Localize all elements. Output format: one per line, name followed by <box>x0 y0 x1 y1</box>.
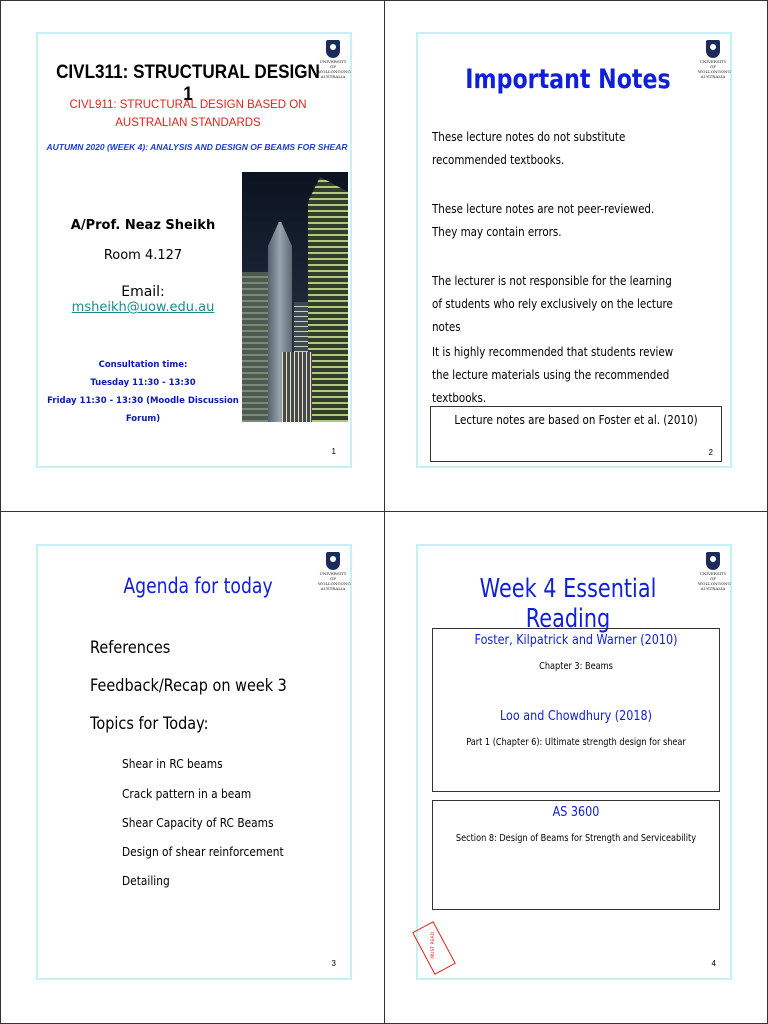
logo-line: OF WOLLONGONG <box>318 64 351 74</box>
reference-detail: Part 1 (Chapter 6): Ultimate strength design for shear <box>466 737 686 748</box>
logo-line: AUSTRALIA <box>700 74 726 79</box>
email-line <box>48 284 238 315</box>
slide-title: Important Notes <box>465 64 671 95</box>
shield-icon <box>706 552 720 570</box>
room-number: Room 4.127 <box>103 248 183 263</box>
note-paragraph: It is highly recommended that students review the lecture materials using the recommended textbooks. <box>432 345 674 405</box>
must-read-stamp <box>412 921 456 975</box>
email-label: Email: <box>121 284 165 300</box>
logo-line: AUSTRALIA <box>320 74 346 79</box>
shield-icon <box>326 552 340 570</box>
reference-box <box>430 406 722 462</box>
city-skyline-image <box>242 172 348 422</box>
lecturer-name: A/Prof. Neaz Sheikh <box>70 218 216 233</box>
reference-detail: Chapter 3: Beams <box>539 661 613 672</box>
logo-line: OF WOLLONGONG <box>698 64 731 74</box>
shield-icon <box>326 40 340 58</box>
consult-line: Tuesday 11:30 - 13:30 <box>90 378 196 388</box>
subtitle-line: CIVL911: STRUCTURAL DESIGN BASED ON <box>69 99 307 111</box>
agenda-item: Topics for Today: <box>90 714 209 734</box>
textbook-box <box>432 628 720 792</box>
logo-line: AUSTRALIA <box>320 586 346 591</box>
slide-2 <box>416 32 732 468</box>
slide-3 <box>36 544 352 980</box>
reference-detail: Section 8: Design of Beams for Strength and Serviceability <box>455 833 697 844</box>
horizontal-divider <box>0 511 768 512</box>
slide-1 <box>36 32 352 468</box>
email-link[interactable]: msheikh@uow.edu.au <box>71 300 215 315</box>
topic-item: Crack pattern in a beam <box>122 786 252 801</box>
stamp-text: MUST READ <box>431 931 437 959</box>
reference-title: AS 3600 <box>552 805 600 820</box>
shield-icon <box>706 40 720 58</box>
consult-heading: Consultation time: <box>98 360 188 370</box>
course-title: CIVL311: STRUCTURAL DESIGN 1 <box>56 62 320 105</box>
course-subtitle <box>48 96 328 132</box>
reference-title: Foster, Kilpatrick and Warner (2010) <box>474 633 678 648</box>
topic-item: Shear Capacity of RC Beams <box>122 815 274 830</box>
subtitle-line: AUSTRALIAN STANDARDS <box>115 117 261 129</box>
term-line: AUTUMN 2020 (WEEK 4): ANALYSIS AND DESIGN OF BEAMS FOR SHEAR <box>46 142 348 152</box>
logo-line: OF WOLLONGONG <box>318 576 351 586</box>
page-number: 1 <box>331 447 336 456</box>
agenda-item: Feedback/Recap on week 3 <box>90 676 287 696</box>
reference-title: Loo and Chowdhury (2018) <box>500 709 652 724</box>
consultation-times <box>38 356 248 428</box>
university-logo <box>698 40 731 79</box>
consult-line: Friday 11:30 - 13:30 (Moodle Discussion Forum) <box>47 396 239 424</box>
logo-line: UNIVERSITY <box>699 59 727 64</box>
topic-item: Design of shear reinforcement <box>122 844 284 859</box>
topic-item: Detailing <box>122 873 170 888</box>
note-paragraph: The lecturer is not responsible for the learning of students who rely exclusively on the lecture notes <box>432 274 673 334</box>
topic-item: Shear in RC beams <box>122 756 223 771</box>
slide-title: Week 4 Essential Reading <box>479 574 657 634</box>
slide-4 <box>416 544 732 980</box>
page-number: 2 <box>708 448 713 457</box>
university-logo <box>318 552 351 591</box>
logo-line: OF WOLLONGONG <box>698 576 731 586</box>
reference-text: Lecture notes are based on Foster et al. (2010) <box>454 413 698 427</box>
standard-box <box>432 800 720 910</box>
slide-title: Agenda for today <box>123 574 273 598</box>
university-logo <box>698 552 731 591</box>
agenda-item: References <box>90 638 171 658</box>
logo-line: UNIVERSITY <box>319 571 347 576</box>
page-number: 3 <box>331 959 336 968</box>
logo-line: UNIVERSITY <box>319 59 347 64</box>
logo-line: AUSTRALIA <box>700 586 726 591</box>
note-paragraph: These lecture notes are not peer-reviewed. They may contain errors. <box>432 202 655 239</box>
vertical-divider <box>384 0 385 1024</box>
page-number: 4 <box>711 959 716 968</box>
logo-line: UNIVERSITY <box>699 571 727 576</box>
note-paragraph: These lecture notes do not substitute recommended textbooks. <box>432 130 626 167</box>
